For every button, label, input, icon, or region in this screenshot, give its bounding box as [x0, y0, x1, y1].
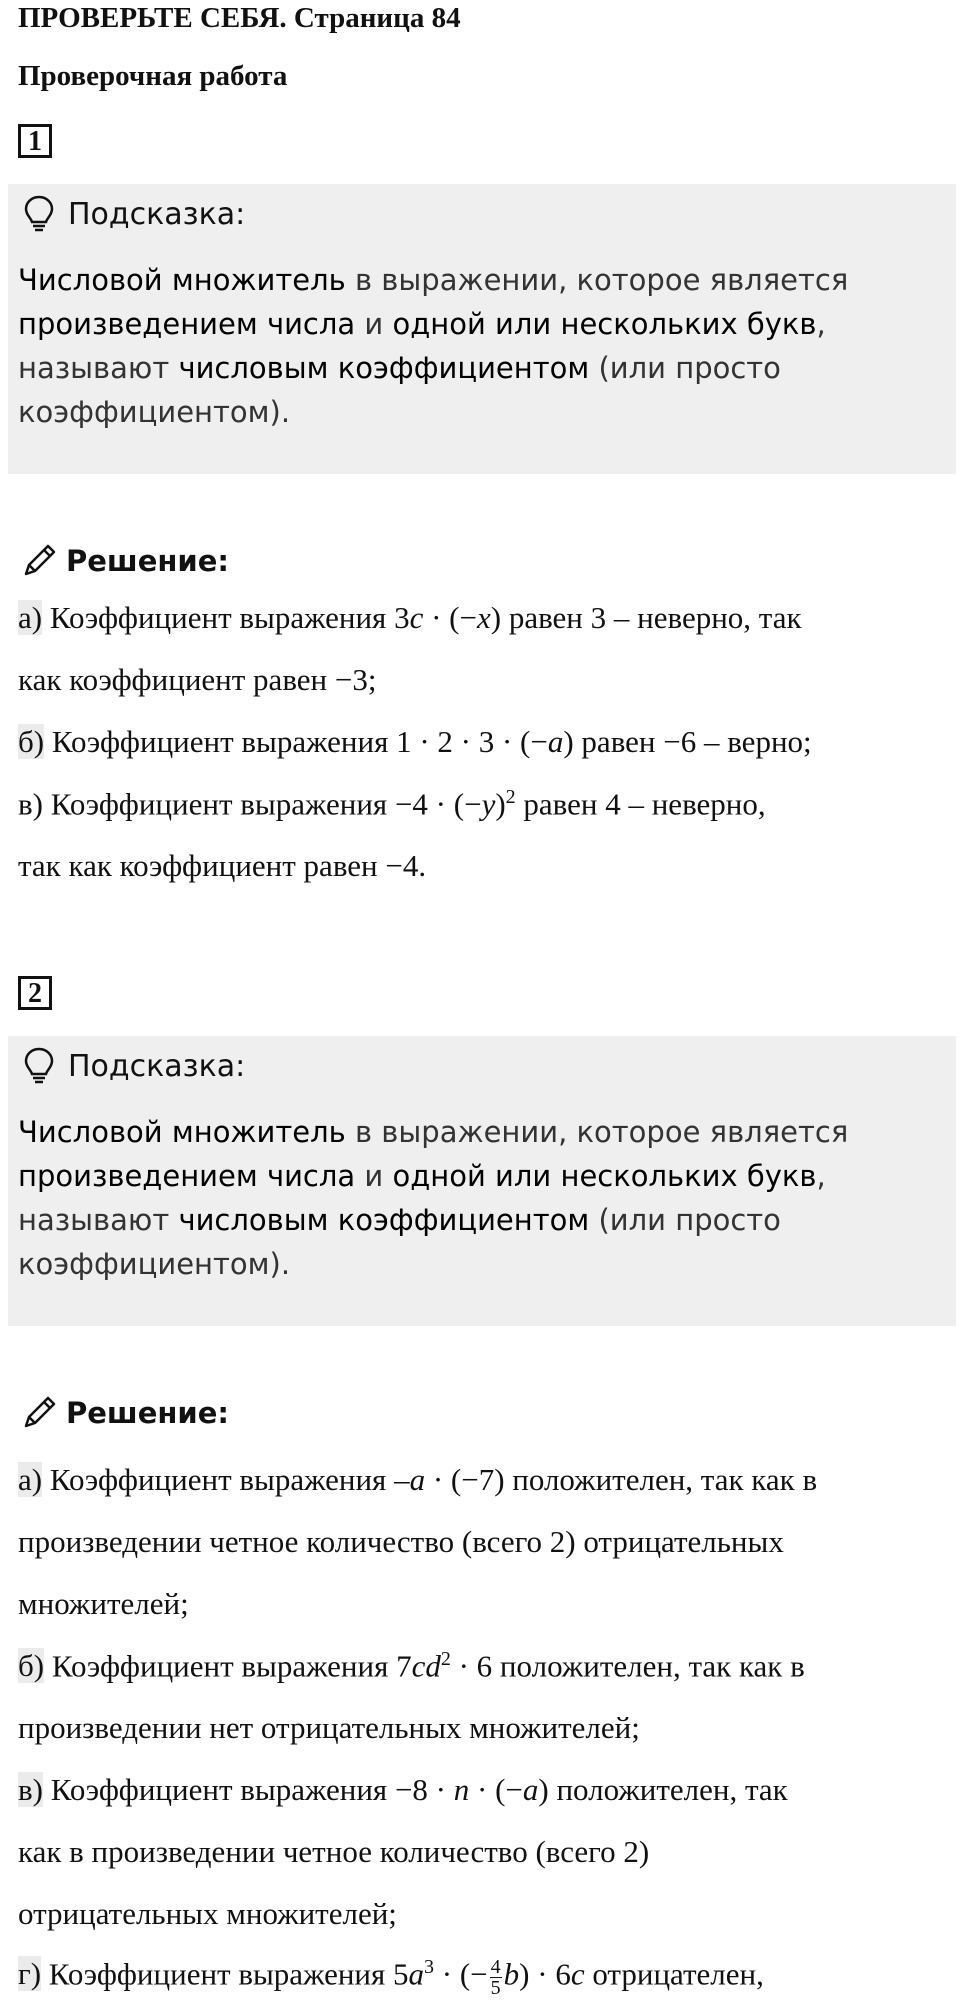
hint-text-part: коэффициентом). — [18, 395, 291, 429]
math-variable: a — [408, 1956, 425, 1992]
item-text: · (− — [423, 600, 477, 635]
item-text: · (− — [469, 1772, 523, 1807]
math-exponent: 2 — [440, 1648, 451, 1670]
solution-header-2 — [20, 1394, 229, 1432]
item-label: в) — [18, 1772, 43, 1807]
hint-bold-term: Числовой множитель — [18, 263, 346, 297]
hint-box-1 — [8, 184, 956, 474]
math-variable: x — [476, 600, 491, 635]
item-label: а) — [18, 600, 43, 635]
item-text: ) равен 3 – неверно, так — [490, 600, 802, 635]
hint-text-part: в выражении, которое является — [345, 1115, 849, 1149]
hint-label: Подсказка: — [68, 1048, 246, 1084]
math-variable: cd — [411, 1648, 441, 1684]
item-text: Коэффициент выражения 7 — [44, 1648, 412, 1684]
hint-text-part: и — [355, 1159, 393, 1193]
task2-item-a — [18, 1462, 817, 1498]
task1-item-a-cont: как коэффициент равен −3; — [18, 662, 377, 697]
solution-label: Решение: — [66, 544, 230, 578]
item-text: ) — [495, 786, 506, 822]
fraction-numerator: 4 — [490, 1955, 501, 1978]
hint-bold-term: произведением числа — [18, 1159, 356, 1193]
pencil-icon — [20, 542, 58, 580]
hint-text-part: , — [816, 1159, 826, 1193]
item-text: Коэффициент выражения −4 · (− — [42, 786, 482, 822]
solution-header-1 — [20, 542, 229, 580]
task1-item-c-cont: так как коэффициент равен −4. — [18, 848, 427, 883]
item-text: · 6 положителен, так как в — [450, 1648, 805, 1684]
hint-text-part: коэффициентом). — [18, 1247, 291, 1281]
math-variable: a — [522, 1772, 539, 1807]
item-text: ) равен −6 – верно; — [563, 724, 812, 759]
math-variable: c — [570, 1956, 585, 1992]
math-variable: n — [453, 1772, 470, 1807]
hint-header-1 — [22, 192, 245, 236]
hint-header-2 — [22, 1044, 245, 1088]
hint-text-part: называют — [18, 351, 179, 385]
fraction-denominator: 5 — [490, 1976, 501, 1999]
hint-bold-term: Числовой множитель — [18, 1115, 346, 1149]
task-number-1: 1 — [18, 124, 52, 158]
math-variable: y — [481, 786, 496, 822]
item-label: а) — [18, 1462, 43, 1497]
item-text: Коэффициент выражения 3 — [42, 600, 410, 635]
item-text: ) положителен, так — [538, 1772, 788, 1807]
hint-text-part: называют — [18, 1203, 179, 1237]
task1-item-b — [18, 724, 812, 760]
task-number-2: 2 — [18, 976, 52, 1010]
item-text: Коэффициент выражения 5 — [41, 1956, 409, 1992]
lightbulb-icon — [22, 1046, 56, 1086]
item-text: Коэффициент выражения 1 · 2 · 3 · (− — [44, 724, 548, 759]
task2-item-c — [18, 1772, 788, 1808]
page-title: ПРОВЕРЬТЕ СЕБЯ. Страница 84 — [18, 2, 461, 34]
task1-item-c — [18, 786, 766, 822]
item-label: б) — [18, 724, 45, 759]
task2-item-a-cont: множителей; — [18, 1586, 189, 1621]
hint-box-2 — [8, 1036, 956, 1326]
item-text: Коэффициент выражения −8 · — [42, 1772, 454, 1807]
task1-item-a — [18, 600, 802, 636]
math-exponent: 3 — [424, 1956, 435, 1978]
math-variable: c — [409, 600, 424, 635]
hint-text-part: в выражении, которое является — [345, 263, 849, 297]
hint-bold-term: числовым коэффициентом — [178, 1203, 590, 1237]
math-fraction — [490, 1957, 502, 1998]
hint-bold-term: одной или нескольких букв — [392, 307, 817, 341]
item-text: отрицателен, — [584, 1956, 764, 1992]
hint-text-part: (или просто — [589, 351, 781, 385]
lightbulb-icon — [22, 194, 56, 234]
item-text: · (− — [434, 1956, 488, 1992]
math-variable: a — [409, 1462, 426, 1497]
math-variable: a — [547, 724, 564, 759]
task2-item-c-cont: отрицательных множителей; — [18, 1896, 397, 1931]
hint-text — [18, 258, 938, 434]
item-label: в) — [18, 786, 43, 822]
item-label: г) — [18, 1956, 42, 1992]
hint-bold-term: числовым коэффициентом — [178, 351, 590, 385]
task2-item-b-cont: произведении нет отрицательных множителей; — [18, 1710, 640, 1745]
math-variable: b — [503, 1956, 520, 1992]
hint-text — [18, 1110, 938, 1286]
item-text: равен 4 – неверно, — [515, 786, 766, 822]
item-label: б) — [18, 1648, 45, 1684]
item-text: Коэффициент выражения – — [42, 1462, 410, 1497]
hint-text-part: , — [816, 307, 826, 341]
hint-label: Подсказка: — [68, 196, 246, 232]
item-text: · (−7) положителен, так как в — [425, 1462, 818, 1497]
math-exponent: 2 — [505, 786, 516, 808]
hint-text-part: (или просто — [589, 1203, 781, 1237]
hint-bold-term: произведением числа — [18, 307, 356, 341]
pencil-icon — [20, 1394, 58, 1432]
task2-item-c-cont: как в произведении четное количество (всего 2) — [18, 1834, 650, 1869]
page-subtitle: Проверочная работа — [18, 60, 288, 92]
task2-item-a-cont: произведении четное количество (всего 2) отрицательных — [18, 1524, 784, 1559]
hint-bold-term: одной или нескольких букв — [392, 1159, 817, 1193]
solution-label: Решение: — [66, 1396, 230, 1430]
task2-item-b — [18, 1648, 805, 1684]
task2-item-d — [18, 1956, 764, 1998]
hint-text-part: и — [355, 307, 393, 341]
item-text: ) · 6 — [519, 1956, 571, 1992]
